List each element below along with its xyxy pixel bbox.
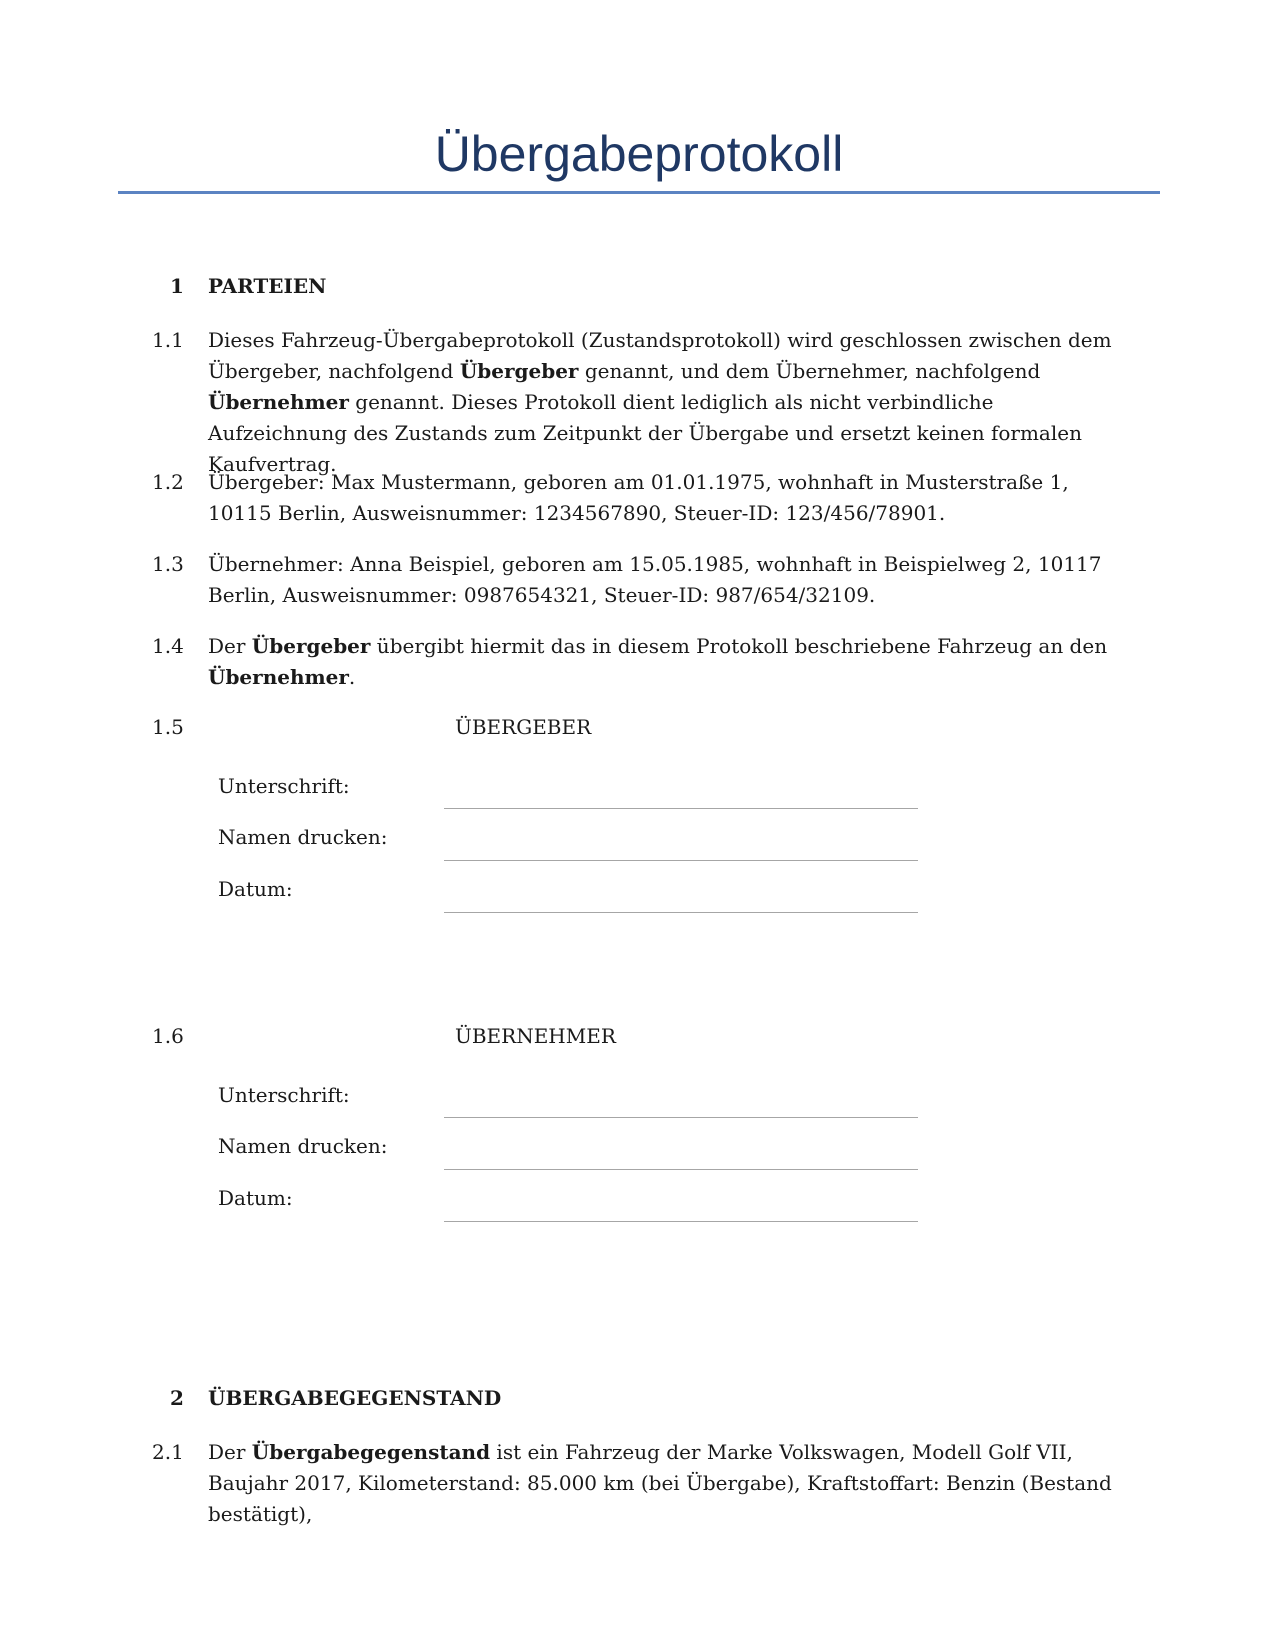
text-run: übergibt hiermit das in diesem Protokoll beschriebene Fahrzeug an den: [370, 634, 1108, 658]
clause-number: 2.1: [152, 1440, 184, 1464]
date-line[interactable]: [444, 912, 918, 913]
clause-1-2-text: Übergeber: Max Mustermann, geboren am 01.01.1975, wohnhaft in Musterstraße 1, 10115 Berlin, Ausweisnummer: 1234567890, Steuer-ID: 123/456/78901.: [208, 470, 1069, 525]
bold-term: Übernehmer: [208, 390, 349, 414]
date-line[interactable]: [444, 1221, 918, 1222]
clause-number: 1.6: [152, 1024, 184, 1048]
signature-line[interactable]: [444, 1117, 918, 1118]
document-title: Übergabeprotokoll: [434, 126, 844, 182]
date-label: Datum:: [218, 1186, 293, 1210]
title-underline: [118, 191, 1160, 194]
print-name-line[interactable]: [444, 860, 918, 861]
clause-1-4-text: [208, 631, 1128, 693]
clause-number: 1.1: [152, 328, 184, 352]
text-run: ist ein Fahrzeug der Marke Volkswagen, Modell Golf VII, Baujahr 2017, Kilometerstand: 85.000 km (bei Übergabe), Kraftstoffart: Benzin (Bestand bestätigt),: [208, 1440, 1112, 1526]
print-name-line[interactable]: [444, 1169, 918, 1170]
signature-label: Unterschrift:: [218, 774, 350, 798]
print-name-label: Namen drucken:: [218, 1134, 388, 1158]
clause-1-1-text: [208, 325, 1128, 480]
section-heading: PARTEIEN: [208, 274, 327, 298]
clause-number: 1.4: [152, 634, 184, 658]
clause-number: 1.3: [152, 552, 184, 576]
bold-term: Übergeber: [251, 634, 371, 658]
date-label: Datum:: [218, 877, 293, 901]
bold-term: Übergeber: [459, 359, 579, 383]
signature-block-title: ÜBERNEHMER: [455, 1024, 616, 1048]
section-heading: ÜBERGABEGEGENSTAND: [208, 1386, 502, 1410]
clause-1-3-text: Übernehmer: Anna Beispiel, geboren am 15.05.1985, wohnhaft in Beispielweg 2, 10117 Berlin, Ausweisnummer: 0987654321, Steuer-ID: 987/654/32109.: [208, 552, 1102, 607]
signature-line[interactable]: [444, 808, 918, 809]
section-number: 2: [170, 1386, 184, 1410]
clause-number: 1.5: [152, 715, 184, 739]
bold-term: Übernehmer: [208, 665, 349, 689]
signature-block-title: ÜBERGEBER: [455, 715, 592, 739]
text-run: genannt. Dieses Protokoll dient lediglich als nicht verbindliche Aufzeichnung des Zustands zum Zeitpunkt der Übergabe und ersetzt keinen formalen Kaufvertrag.: [208, 390, 1082, 476]
text-run: .: [348, 665, 356, 689]
text-run: Der: [208, 1440, 252, 1464]
signature-label: Unterschrift:: [218, 1083, 350, 1107]
text-run: genannt, und dem Übernehmer, nachfolgend: [578, 359, 1041, 383]
print-name-label: Namen drucken:: [218, 825, 388, 849]
clause-2-1-text: [208, 1437, 1128, 1530]
text-run: Dieses Fahrzeug-Übergabeprotokoll (Zustandsprotokoll) wird geschlossen zwischen dem Übergeber, nachfolgend: [208, 328, 1112, 383]
text-run: Der: [208, 634, 252, 658]
clause-number: 1.2: [152, 470, 184, 494]
bold-term: Übergabegegenstand: [251, 1440, 491, 1464]
section-number: 1: [170, 274, 184, 298]
